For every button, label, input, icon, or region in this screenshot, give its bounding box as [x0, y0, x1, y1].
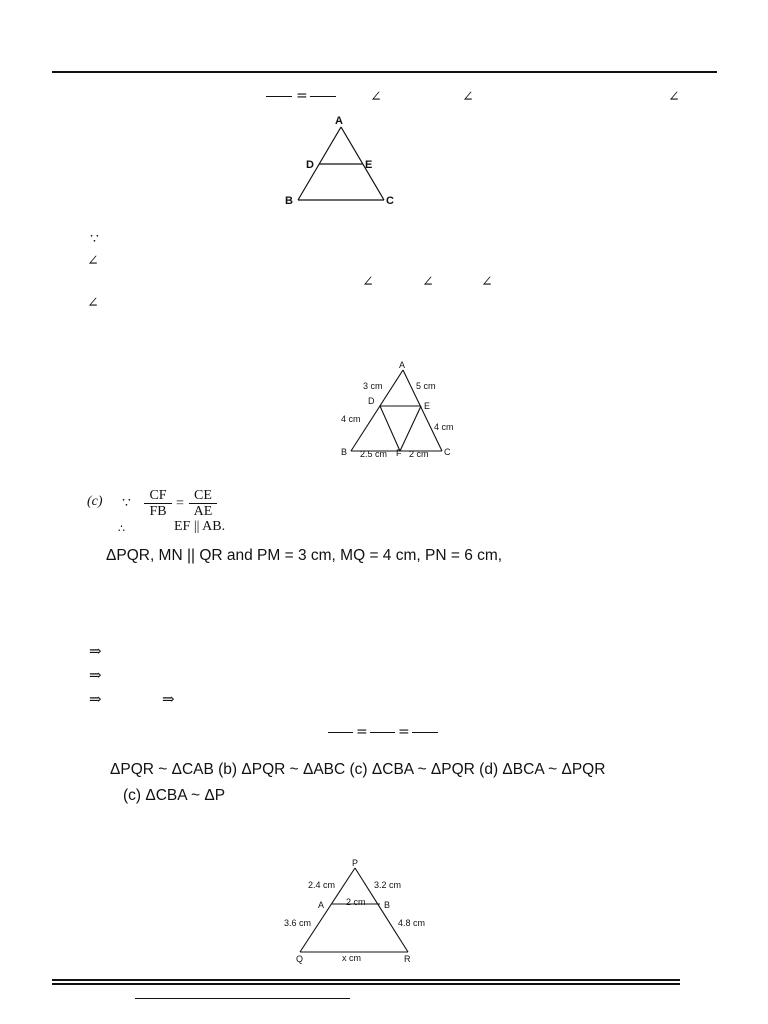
angle-symbol: ∠ [87, 253, 99, 269]
fraction-bar [412, 732, 438, 733]
implies-symbol: ⇒ [89, 666, 102, 684]
footer-rule [52, 983, 680, 985]
triangle-figure-pqr [280, 856, 440, 966]
length-label-bf: 2.5 cm [360, 449, 388, 459]
angle-symbol: ∠ [370, 89, 382, 105]
footnote-rule [135, 998, 350, 999]
angle-symbol: ∠ [462, 89, 474, 105]
question-text: ΔPQR, MN || QR and PM = 3 cm, MQ = 4 cm, PN = 6 cm, [106, 547, 503, 564]
length-label-fc: 2 cm [409, 449, 429, 459]
angle-symbol: ∠ [422, 274, 434, 290]
length-label-br: 4.8 cm [398, 918, 426, 928]
fraction-bar [310, 96, 336, 97]
implies-symbol: ⇒ [162, 690, 175, 708]
equals-sign: = [296, 88, 308, 104]
angle-symbol: ∠ [362, 274, 374, 290]
solution-c-label: (c) [87, 494, 103, 509]
fraction-bar [370, 732, 395, 733]
vertex-label-r: R [404, 954, 411, 964]
vertex-label-b: B [285, 195, 293, 207]
length-label-ae: 5 cm [416, 381, 436, 391]
length-label-qr: x cm [342, 953, 361, 963]
vertex-label-e: E [424, 401, 431, 411]
vertex-label-p: P [352, 858, 359, 868]
vertex-label-b: B [384, 900, 391, 910]
fraction-bar [266, 96, 292, 97]
length-label-ec: 4 cm [434, 422, 454, 432]
footer-rule [52, 979, 680, 981]
vertex-label-c: C [444, 447, 451, 457]
length-label-aq: 3.6 cm [284, 918, 312, 928]
angle-symbol: ∠ [668, 89, 680, 105]
fraction-numerator: CE [194, 488, 212, 503]
triangle-figure-ade-bc [280, 112, 400, 212]
vertex-label-a: A [399, 360, 406, 370]
vertex-label-d: D [368, 396, 375, 406]
vertex-label-b: B [341, 447, 348, 457]
fraction-denominator: AE [193, 504, 213, 519]
options-line: ΔPQR ~ ΔCAB (b) ΔPQR ~ ΔABC (c) ΔCBA ~ ΔPQR (d) ΔBCA ~ ΔPQR [110, 761, 606, 778]
triangle-figure-def-measures [330, 358, 470, 463]
implies-symbol: ⇒ [89, 690, 102, 708]
fraction-ce-ae [189, 488, 217, 519]
vertex-label-a: A [318, 900, 325, 910]
equals-sign: = [176, 496, 184, 511]
length-label-db: 4 cm [341, 414, 361, 424]
header-rule [52, 71, 717, 73]
vertex-label-a: A [335, 115, 343, 127]
vertex-label-e: E [365, 159, 373, 171]
length-label-pa: 2.4 cm [308, 880, 336, 890]
fraction-cf-fb [144, 488, 172, 519]
fraction-numerator: CF [149, 488, 167, 503]
equals-sign: = [356, 724, 368, 740]
conclusion-text: EF || AB. [174, 519, 226, 534]
because-symbol: ∵ [122, 495, 131, 511]
angle-symbol: ∠ [87, 295, 99, 311]
answer-line: (c) ΔCBA ~ ΔP [123, 787, 226, 804]
because-symbol: ∵ [90, 231, 99, 247]
length-label-pb: 3.2 cm [374, 880, 402, 890]
vertex-label-c: C [386, 195, 394, 207]
implies-symbol: ⇒ [89, 642, 102, 660]
vertex-label-q: Q [296, 954, 304, 964]
fraction-denominator: FB [149, 504, 167, 519]
fraction-bar [328, 732, 353, 733]
vertex-label-d: D [306, 159, 314, 171]
vertex-label-f: F [396, 448, 402, 458]
therefore-symbol: ∴ [118, 522, 125, 535]
equals-sign: = [398, 724, 410, 740]
length-label-ab: 2 cm [346, 897, 366, 907]
angle-symbol: ∠ [481, 274, 493, 290]
length-label-ad: 3 cm [363, 381, 383, 391]
